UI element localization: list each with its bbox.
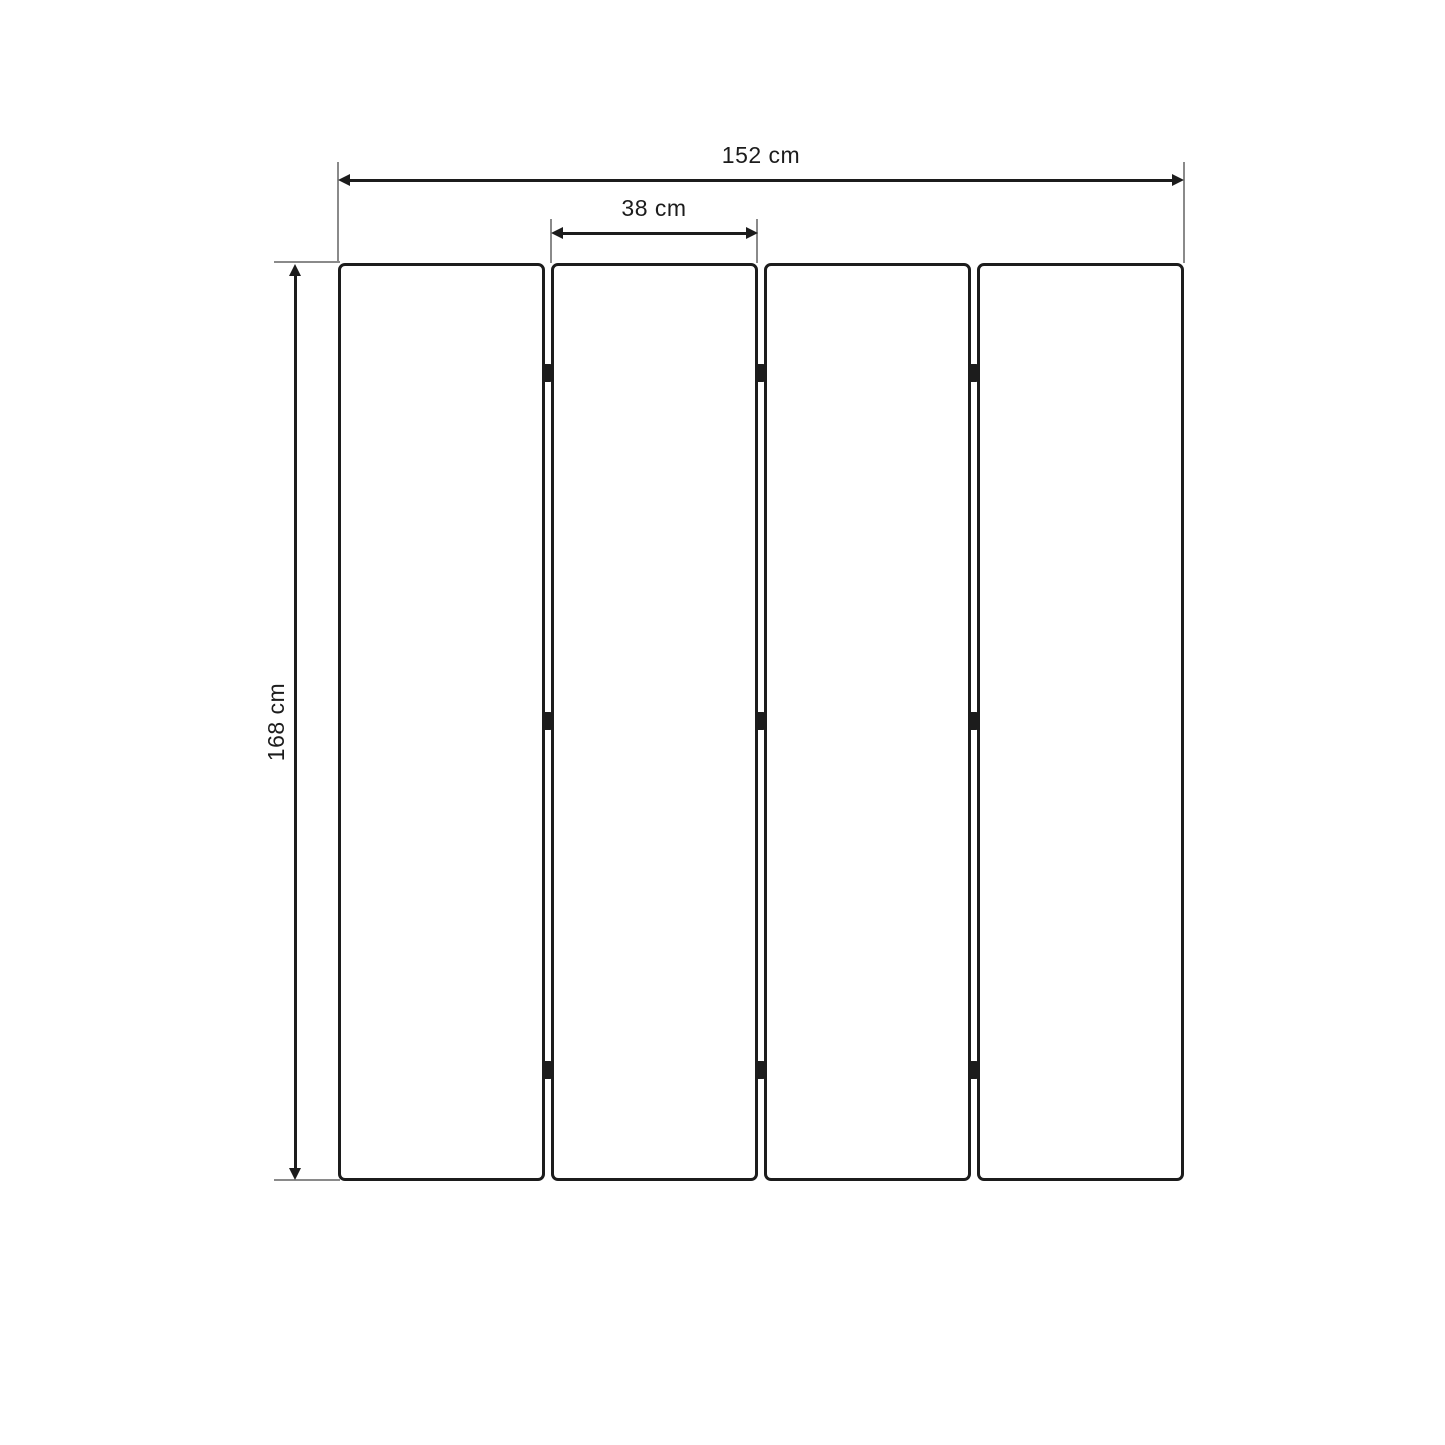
dimension-height [289, 264, 301, 1180]
screen-panel-1 [338, 263, 545, 1181]
dimension-total-width [338, 174, 1184, 186]
screen-panel-2 [551, 263, 758, 1181]
arrowhead-down-icon [289, 1168, 301, 1180]
hinge-mark [543, 364, 552, 382]
dimension-panel-width [551, 227, 758, 239]
dimension-line [294, 273, 297, 1171]
extension-line-height-bottom [274, 1179, 340, 1181]
hinge-mark [969, 364, 978, 382]
dimension-label-panel-width: 38 cm [621, 195, 687, 221]
hinge-mark [969, 712, 978, 730]
arrowhead-right-icon [1172, 174, 1184, 186]
arrowhead-right-icon [746, 227, 758, 239]
hinge-mark [969, 1061, 978, 1079]
extension-line-panel-left [550, 219, 552, 263]
dimension-line [347, 179, 1175, 182]
hinge-mark [543, 1061, 552, 1079]
screen-panel-3 [764, 263, 971, 1181]
dimension-line [560, 232, 749, 235]
extension-line-height-top [274, 261, 340, 263]
hinge-mark [756, 712, 765, 730]
hinge-mark [756, 1061, 765, 1079]
hinge-mark [543, 712, 552, 730]
dimension-label-total-width: 152 cm [721, 142, 801, 168]
hinge-mark [756, 364, 765, 382]
extension-line-panel-right [756, 219, 758, 263]
screen-panel-4 [977, 263, 1184, 1181]
dimension-label-height: 168 cm [263, 682, 290, 762]
